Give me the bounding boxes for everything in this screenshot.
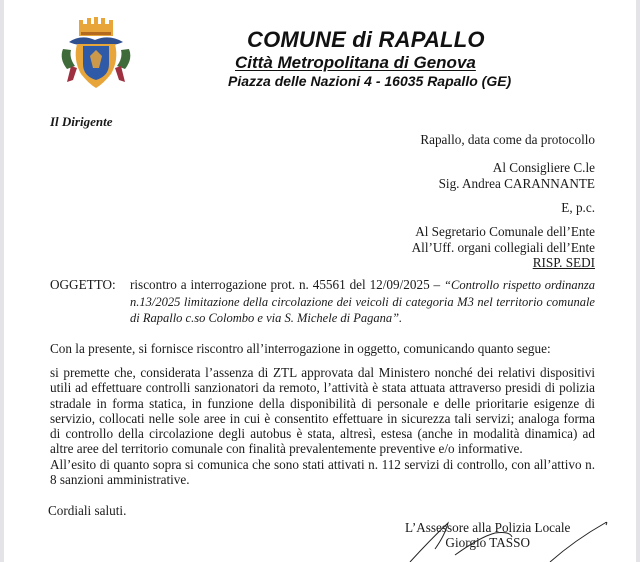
signer-name: Giorgio TASSO	[445, 535, 530, 550]
sender-label: Il Dirigente	[50, 114, 113, 129]
municipality-address: Piazza delle Nazioni 4 - 16035 Rapallo (GE)	[228, 73, 512, 89]
signer-block	[405, 520, 570, 550]
metropolitan-city-subtitle: Città Metropolitana di Genova	[235, 53, 476, 72]
subject-main: riscontro a interrogazione prot. n. 45561 del 12/09/2025 –	[130, 277, 441, 292]
subject-quoted: “Controllo rispetto ordinanza n.13/2025 limitazione della circolazione dei veicoli di categoria M3 nel territorio comunale di Rapallo c.so Colombo e via S. Michele di Pagana”.	[130, 278, 595, 325]
date-line: Rapallo, data come da protocollo	[420, 132, 595, 147]
recipient-line: Sig. Andrea CARANNANTE	[438, 175, 595, 191]
subject-text	[130, 277, 595, 327]
cc-label: E, p.c.	[561, 200, 595, 215]
recipient-primary	[439, 160, 595, 191]
page-edge-left	[0, 0, 4, 562]
body-paragraph: si premette che, considerata l’assenza di ZTL approvata dal Ministero nonché dei relativi dispositivi utili ad effettuare controlli sanzionatori da remoto, l’attività è stata attuata attraverso presidi di polizia stradale in forma statica, in funzione della disponibilità di personale e delle prioritarie esigenze di servizio, collocati nelle sole aree in cui è consentito effettuare in sicurezza tali servizi; analoga forma di controllo della circolazione degli autobus è stata, altresì, estesa (anche in modalità dinamica) ad altre aree del territorio comunale con finalità prevalentemente preventive e/o informative.	[50, 365, 595, 457]
subject-block	[50, 277, 595, 327]
intro-paragraph: Con la presente, si fornisce riscontro all’interrogazione in oggetto, comunicando quanto segue:	[50, 341, 551, 356]
recipient-cc	[412, 224, 595, 271]
closing: Cordiali saluti.	[48, 503, 127, 518]
body-paragraph: All’esito di quanto sopra si comunica che sono stati attivati n. 112 servizi di controllo, con all’attivo n. 8 sanzioni amministrative.	[50, 456, 595, 488]
signer-role: L’Assessore alla Polizia Locale	[405, 520, 571, 535]
municipality-title: COMUNE di RAPALLO	[247, 27, 485, 52]
subject-label: OGGETTO:	[50, 277, 116, 292]
recipient-line: Al Consigliere C.le	[492, 160, 595, 175]
coat-of-arms-icon	[55, 14, 137, 94]
body-text	[50, 365, 595, 487]
recipient-line: Al Segretario Comunale dell’Ente	[415, 224, 595, 239]
cc-note: RISP. SEDI	[532, 255, 595, 270]
page-edge-right	[636, 0, 640, 562]
recipient-line: All’Uff. organi collegiali dell’Ente	[411, 239, 595, 255]
